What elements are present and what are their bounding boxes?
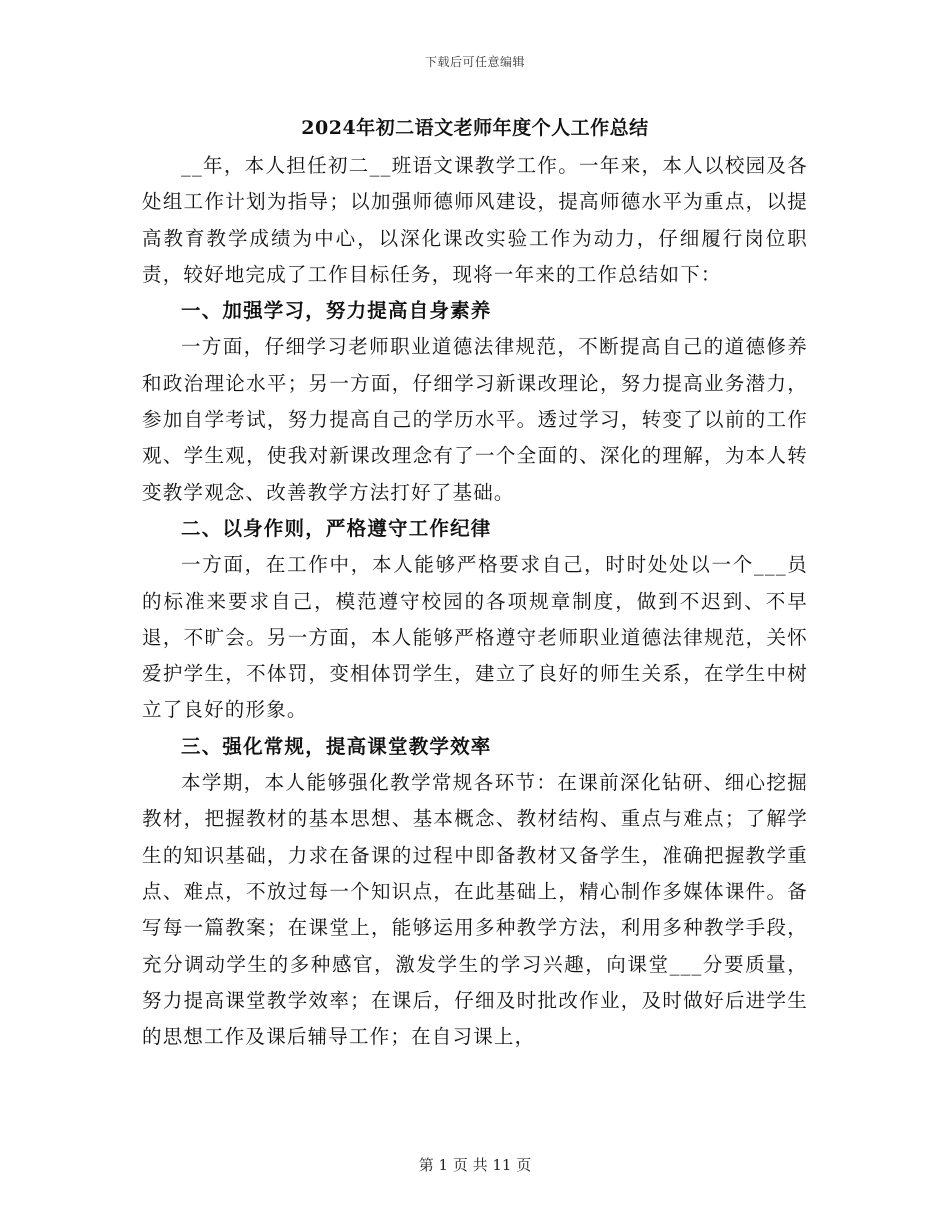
section-2-heading: 二、以身作则，严格遵守工作纪律 — [181, 516, 492, 540]
page-header-note: 下载后可任意编辑 — [424, 55, 525, 69]
page-number: 第 1 页 共 11 页 — [418, 1156, 532, 1174]
section-3-heading: 三、强化常规，提高课堂教学效率 — [181, 734, 492, 758]
intro-paragraph: __年，本人担任初二__班语文课教学工作。一年来，本人以校园及各处组工作计划为指导；以加强师德师风建设，提高师德水平为重点，以提高教育教学成绩为中心，以深化课改实验工作为动力，仔细履行岗位职责，较好地完成了工作目标任务，现将一年来的工作总结如下： — [142, 154, 808, 286]
document-body — [142, 148, 808, 1055]
section-1-paragraph: 一方面，仔细学习老师职业道德法律规范，不断提高自己的道德修养和政治理论水平；另一方面，仔细学习新课改理论，努力提高业务潜力，参加自学考试，努力提高自己的学历水平。透过学习，转变了以前的工作观、学生观，使我对新课改理念有了一个全面的、深化的理解，为本人转变教学观念、改善教学方法打好了基础。 — [142, 335, 808, 504]
section-2-paragraph: 一方面，在工作中，本人能够严格要求自己，时时处处以一个___员的标准来要求自己，模范遵守校园的各项规章制度，做到不迟到、不早退，不旷会。另一方面，本人能够严格遵守老师职业道德法律规范，关怀爱护学生，不体罚，变相体罚学生，建立了良好的师生关系，在学生中树立了良好的形象。 — [142, 553, 808, 722]
section-3-paragraph: 本学期，本人能够强化教学常规各环节：在课前深化钻研、细心挖掘教材，把握教材的基本思想、基本概念、教材结构、重点与难点；了解学生的知识基础，力求在备课的过程中即备教材又备学生，准确把握教学重点、难点，不放过每一个知识点，在此基础上，精心制作多媒体课件。备写每一篇教案；在课堂上，能够运用多种教学方法，利用多种教学手段，充分调动学生的多种感官，激发学生的学习兴趣，向课堂___分要质量，努力提高课堂教学效率；在课后，仔细及时批改作业，及时做好后进学生的思想工作及课后辅导工作；在自习课上， — [142, 771, 808, 1049]
document-title: 2024年初二语文老师年度个人工作总结 — [301, 117, 649, 139]
section-1-heading: 一、加强学习，努力提高自身素养 — [181, 299, 492, 323]
